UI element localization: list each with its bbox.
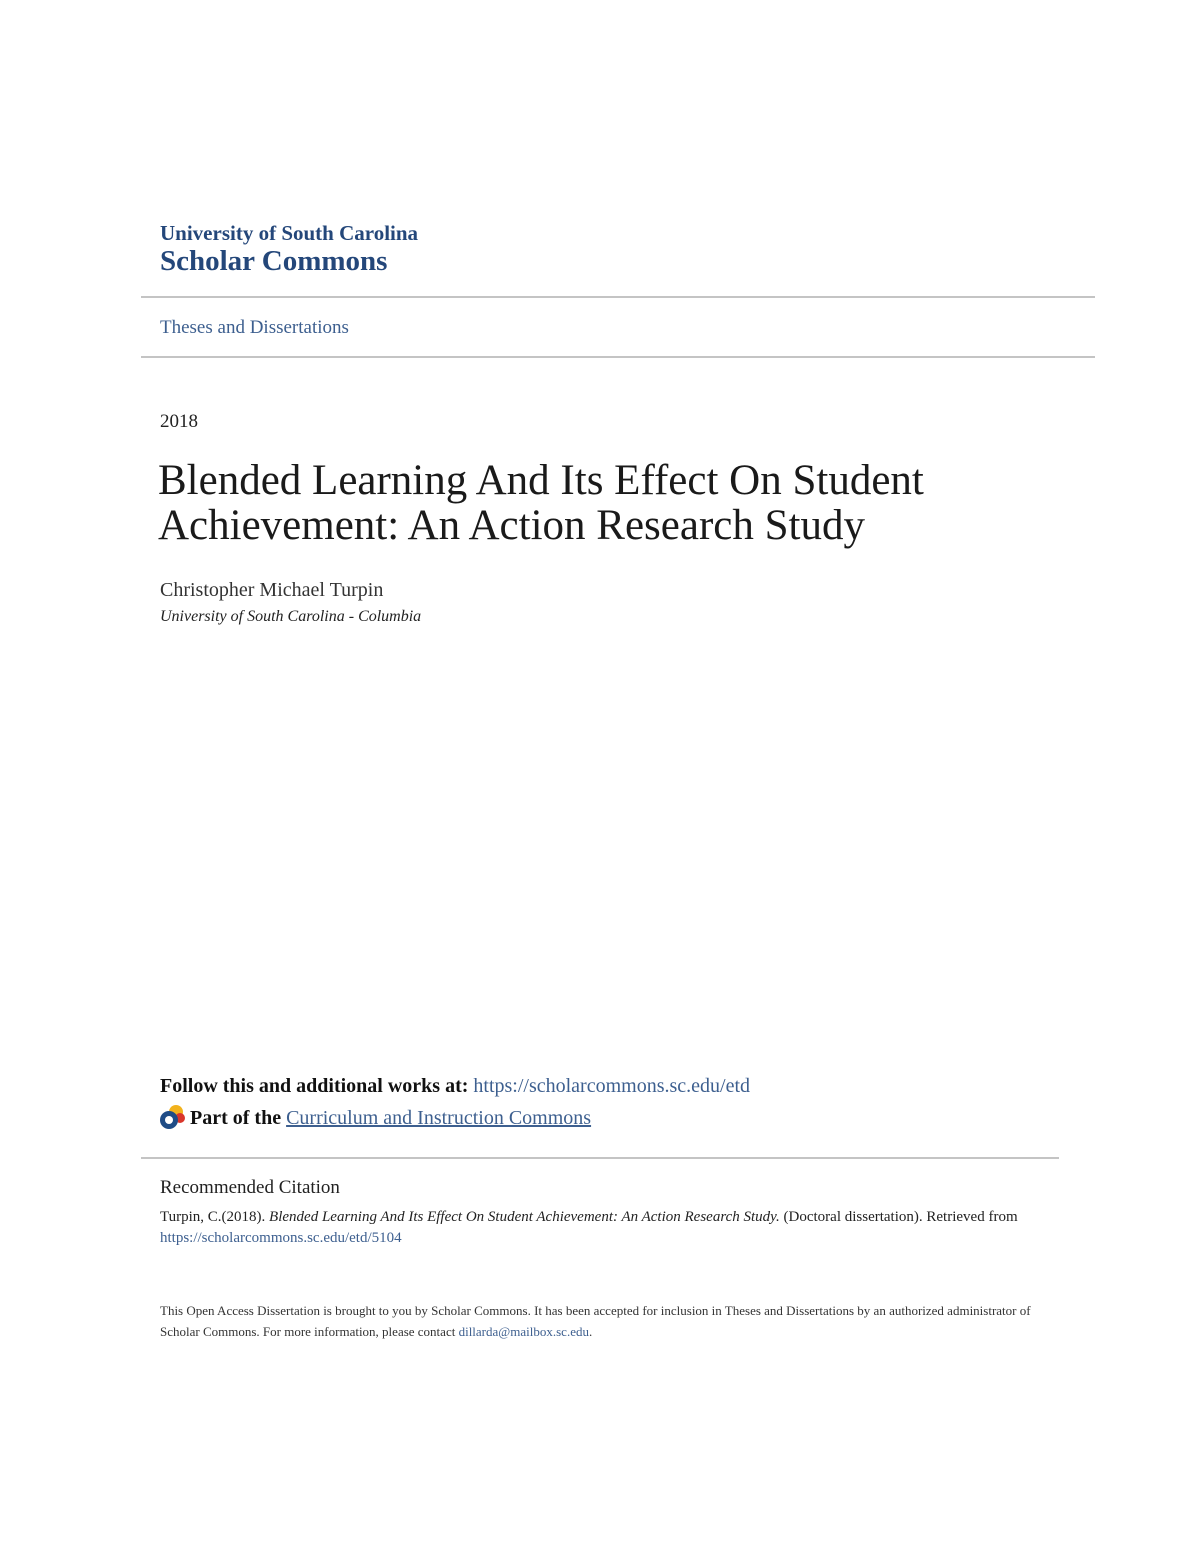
publication-year: 2018 <box>160 411 198 432</box>
repository-name[interactable]: Scholar Commons <box>160 245 388 277</box>
follow-line <box>160 1075 750 1098</box>
divider <box>141 1157 1059 1159</box>
citation-url-link[interactable]: https://scholarcommons.sc.edu/etd/5104 <box>160 1230 402 1246</box>
part-of-line <box>158 1103 591 1133</box>
document-title: Blended Learning And Its Effect On Student Achievement: An Action Research Study <box>158 457 924 549</box>
citation-text <box>160 1207 1060 1249</box>
divider <box>141 356 1095 358</box>
author-affiliation: University of South Carolina - Columbia <box>160 608 422 625</box>
discipline-link[interactable]: Curriculum and Instruction Commons <box>286 1106 592 1129</box>
citation-prefix: Turpin, C.(2018). <box>160 1209 266 1225</box>
author-name[interactable]: Christopher Michael Turpin <box>160 579 384 601</box>
part-of-label: Part of the <box>190 1106 282 1129</box>
citation-heading: Recommended Citation <box>160 1177 340 1198</box>
bepress-network-icon <box>158 1103 186 1133</box>
notice-end: . <box>588 1324 593 1339</box>
divider <box>141 296 1095 298</box>
collection-link[interactable]: Theses and Dissertations <box>160 317 349 338</box>
follow-url-link[interactable]: https://scholarcommons.sc.edu/etd <box>473 1075 751 1097</box>
institution-name[interactable]: University of South Carolina <box>160 221 419 245</box>
follow-label: Follow this and additional works at: <box>160 1075 469 1097</box>
contact-email-link[interactable]: dillarda@mailbox.sc.edu <box>458 1324 589 1339</box>
citation-title: Blended Learning And Its Effect On Student Achievement: An Action Research Study. <box>269 1209 780 1225</box>
access-notice <box>160 1300 1060 1342</box>
citation-suffix: (Doctoral dissertation). Retrieved from <box>783 1209 1018 1225</box>
notice-text: This Open Access Dissertation is brought to you by Scholar Commons. It has been accepted for inclusion in Theses and Dissertations by an authorized administrator of Scholar Commons. For more information, please contact <box>160 1303 1031 1339</box>
